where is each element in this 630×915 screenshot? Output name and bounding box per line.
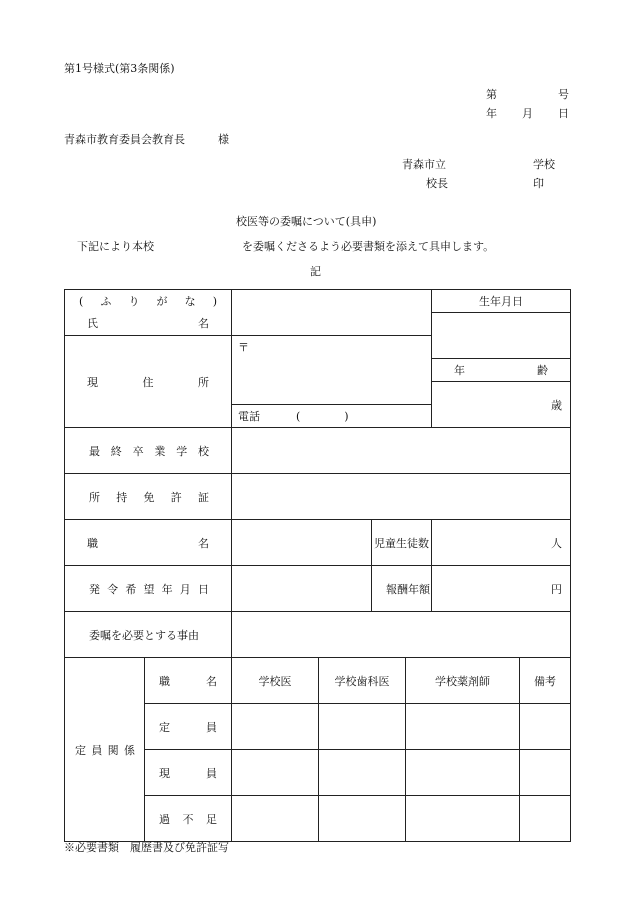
position-label-cell (65, 520, 232, 566)
quota-cell[interactable] (232, 750, 319, 796)
postal-mark: 〒 (238, 341, 249, 354)
col-school-dentist: 学校歯科医 (319, 658, 406, 704)
col-remarks: 備考 (520, 658, 571, 704)
doc-no-prefix: 第 (486, 88, 497, 101)
phone-paren-open: ( (296, 410, 301, 423)
license-label: 所 持 免 許 証 (89, 490, 209, 504)
name-label-cell (65, 290, 232, 336)
body-suffix: を委嘱くださるよう必要書類を添えて具申します。 (242, 240, 495, 253)
doc-no-suffix: 号 (558, 88, 569, 101)
phone-paren-close: ) (344, 410, 349, 423)
sender-school-suffix: 学校 (533, 158, 555, 171)
name-value-cell[interactable] (232, 290, 432, 336)
addressee-honorific: 様 (218, 133, 229, 146)
age-unit: 歳 (551, 398, 562, 412)
appoint-date-label: 発 令 希 望 年 月 日 (89, 582, 209, 596)
sender-school-prefix: 青森市立 (402, 158, 446, 171)
last-school-label: 最 終 卒 業 学 校 (89, 444, 209, 458)
phone-label: 電話 (238, 410, 260, 423)
quota-relation-label: 定 員 関 係 (75, 743, 135, 757)
position-label: 職 名 (87, 536, 209, 550)
birthdate-value-cell[interactable] (432, 313, 571, 359)
student-count-unit: 人 (551, 536, 562, 550)
name-label: 氏 名 (87, 317, 209, 330)
quota-row-label: 現 員 (145, 750, 232, 796)
date-month: 月 (522, 107, 533, 120)
quota-row-label: 過 不 足 (145, 796, 232, 842)
last-school-label-cell (65, 428, 232, 474)
license-label-cell (65, 474, 232, 520)
principal-label: 校長 (426, 177, 448, 190)
student-count-value-cell[interactable] (432, 520, 571, 566)
seal-mark: 印 (533, 177, 544, 190)
annual-fee-value-cell[interactable] (432, 566, 571, 612)
annual-fee-label: 報 酬 年 額 (386, 582, 430, 596)
date-day: 日 (558, 107, 569, 120)
quota-cell[interactable] (232, 796, 319, 842)
age-label: 年 齢 (454, 364, 548, 377)
address-label-cell (65, 336, 232, 428)
quota-header-label: 職 名 (159, 674, 217, 688)
position-value-cell[interactable] (232, 520, 372, 566)
quota-cell[interactable] (520, 704, 571, 750)
quota-relation-label-cell (65, 658, 145, 842)
form-number: 第1号様式(第3条関係) (64, 62, 175, 75)
appoint-date-label-cell (65, 566, 232, 612)
age-label-cell (432, 359, 571, 382)
birthdate-label: 生年月日 (432, 290, 571, 313)
document-title: 校医等の委嘱について(具申) (236, 215, 377, 228)
phone-cell[interactable] (232, 405, 432, 428)
quota-cell[interactable] (232, 704, 319, 750)
quota-cell[interactable] (406, 750, 520, 796)
body-prefix: 下記により本校 (77, 240, 154, 253)
quota-cell[interactable] (520, 750, 571, 796)
quota-cell[interactable] (406, 796, 520, 842)
quota-row-label: 定 員 (145, 704, 232, 750)
col-school-doctor: 学校医 (232, 658, 319, 704)
date-year: 年 (486, 107, 497, 120)
furigana-label: ( ふ り が な ) (79, 295, 217, 308)
quota-cell[interactable] (319, 704, 406, 750)
appoint-date-value-cell[interactable] (232, 566, 372, 612)
address-label: 現 住 所 (87, 375, 209, 389)
quota-cell[interactable] (406, 704, 520, 750)
quota-cell[interactable] (520, 796, 571, 842)
quota-cell[interactable] (319, 750, 406, 796)
address-value-cell[interactable] (232, 336, 432, 405)
last-school-value-cell[interactable] (232, 428, 571, 474)
quota-cell[interactable] (319, 796, 406, 842)
ki-label: 記 (310, 265, 321, 278)
footnote-required-docs: ※必要書類 履歴書及び免許証写 (64, 841, 229, 854)
quota-header-label-cell (145, 658, 232, 704)
reason-value-cell[interactable] (232, 612, 571, 658)
annual-fee-label-cell (372, 566, 432, 612)
addressee: 青森市教育委員会教育長 (64, 133, 185, 146)
annual-fee-unit: 円 (551, 582, 562, 596)
application-form-table (64, 289, 571, 842)
reason-label: 委嘱を必要とする事由 (65, 612, 232, 658)
age-value-cell[interactable] (432, 382, 571, 428)
student-count-label: 児童生徒数 (372, 520, 432, 566)
col-school-pharmacist: 学校薬剤師 (406, 658, 520, 704)
license-value-cell[interactable] (232, 474, 571, 520)
